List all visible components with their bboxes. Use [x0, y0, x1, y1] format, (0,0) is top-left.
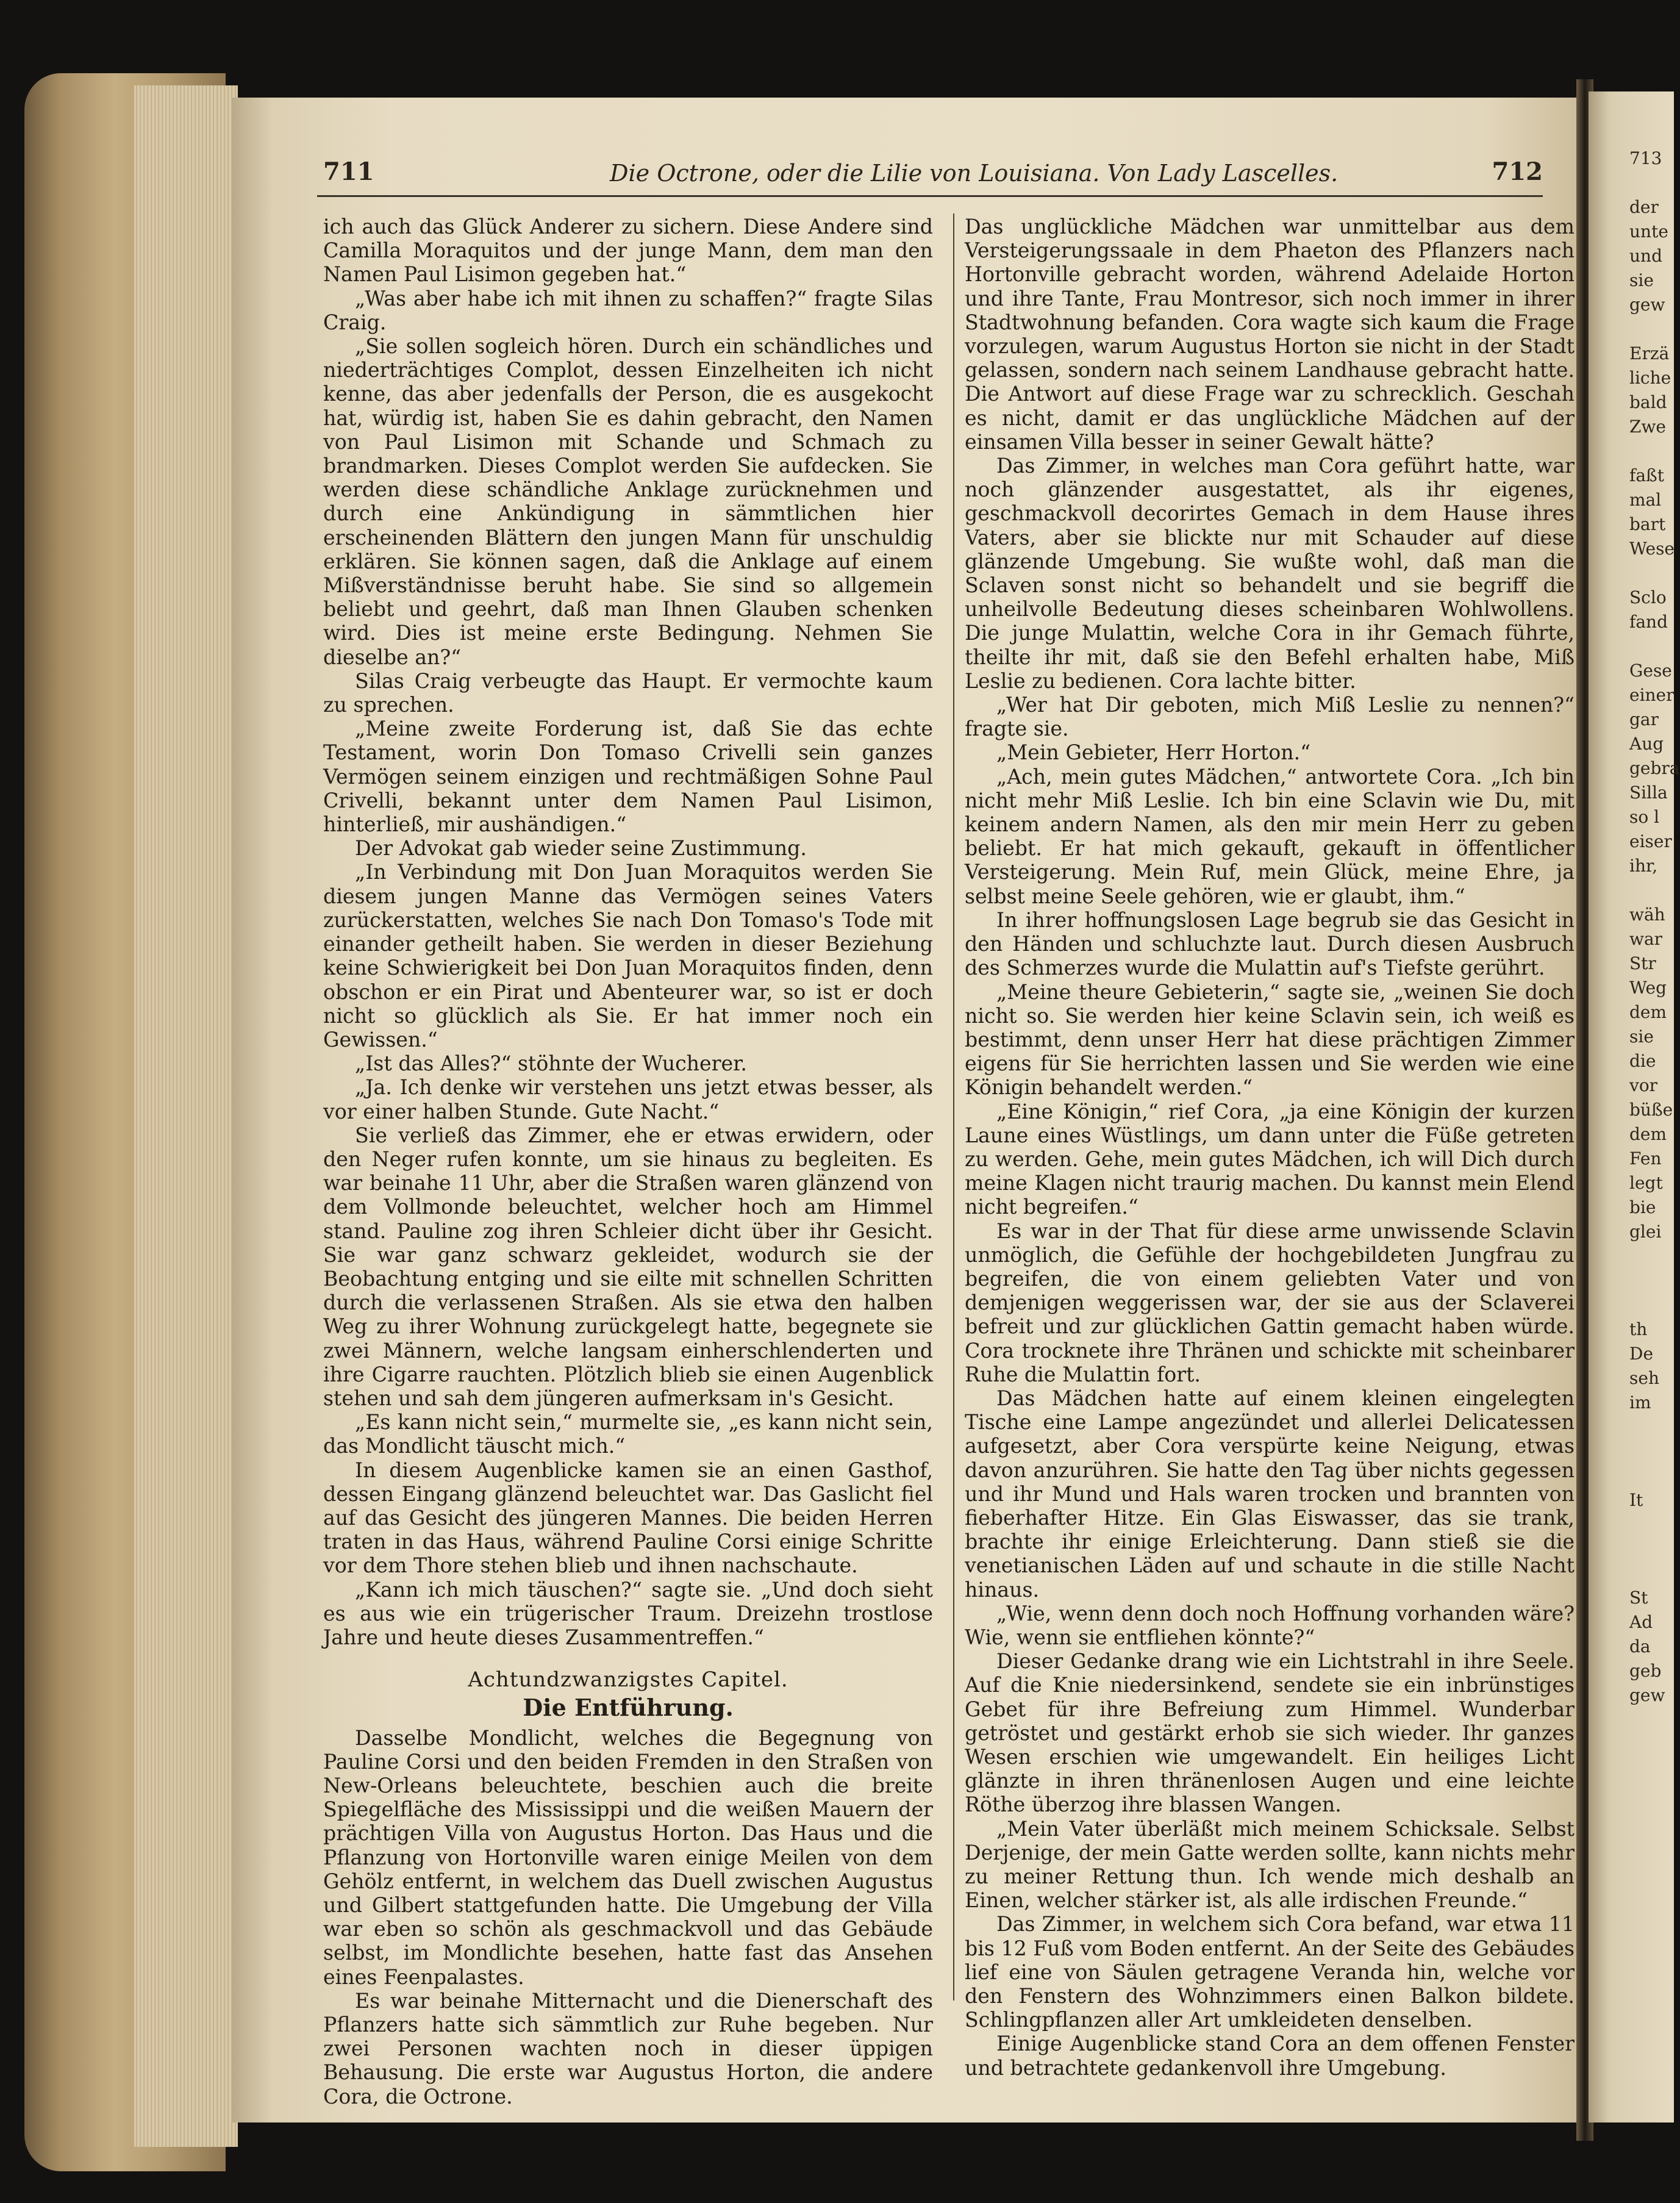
paragraph: „Wie, wenn denn doch noch Hoffnung vorhanden wäre? Wie, wenn sie entfliehen könnte?“ — [965, 1601, 1575, 1649]
header-rule — [317, 195, 1543, 197]
left-text-column — [323, 215, 933, 2108]
paragraph: „Wer hat Dir geboten, mich Miß Leslie zu nennen?“ fragte sie. — [965, 693, 1575, 741]
paragraph: Sie verließ das Zimmer, ehe er etwas erwidern, oder den Neger rufen konnte, um sie hinaus zu begleiten. Es war beinahe 11 Uhr, aber die Straßen waren glänzend von dem Vollmonde beleuchtet, welcher hoch am Himmel stand. Pauline zog ihren Schleier dicht über ihr Gesicht. Sie war ganz schwarz gekleidet, wodurch sie der Beobachtung entging und sie eilte mit schnellen Schritten durch die verlassenen Straßen. Als sie etwa den halben Weg zu ihrer Wohnung zurückgelegt hatte, begegnete sie zwei Männern, welche langsam einherschlenderten und ihre Cigarre rauchten. Plötzlich blieb sie einen Augenblick stehen und sah dem jüngeren aufmerksam in's Gesicht. — [323, 1123, 933, 1410]
column-divider — [953, 213, 954, 2001]
paragraph: Der Advokat gab wieder seine Zustimmung. — [355, 836, 807, 861]
right-paragraphs — [965, 215, 1575, 2080]
paragraph: In ihrer hoffnungslosen Lage begrub sie das Gesicht in den Händen und schluchzte laut. Durch diesen Ausbruch des Schmerzes wurde die Mulattin auf's Tiefste gerührt. — [965, 908, 1575, 980]
paragraph: ich auch das Glück Anderer zu sichern. Diese Andere sind Camilla Moraquitos und der junge Mann, dem man den Namen Paul Lisimon gegeben hat.“ — [323, 215, 933, 287]
paragraph: Das Zimmer, in welchem sich Cora befand, war etwa 11 bis 12 Fuß vom Boden entfernt. An der Seite des Gebäudes lief eine von Säulen getragene Veranda hin, welche vor den Fenstern des Wohnzimmers einen Balkon bildete. Schlingpflanzen aller Art umkleideten denselben. — [965, 1912, 1575, 2032]
paragraph: Das Mädchen hatte auf einem kleinen eingelegten Tische eine Lampe angezündet und allerlei Delicatessen aufgesetzt, aber Cora verspürte keine Neigung, etwas davon anzurühren. Sie hatte den Tag über nichts gegessen und ihr Mund und Hals waren trocken und brannten von fieberhafter Hitze. Ein Glas Eiswasser, das sie trank, brachte ihr einige Erleichterung. Dann stieß sie die venetianischen Läden auf und schaute in die stille Nacht hinaus. — [965, 1386, 1575, 1602]
page-number-left: 711 — [323, 157, 374, 186]
paragraph: Silas Craig verbeugte das Haupt. Er vermochte kaum zu sprechen. — [323, 668, 933, 717]
paragraph: „Ach, mein gutes Mädchen,“ antwortete Cora. „Ich bin nicht mehr Miß Leslie. Ich bin eine Sclavin wie Du, mit keinem andern Namen, als den mir mein Herr zu geben beliebt. Er hat mich gekauft, gekauft in öffentlicher Versteigerung. Mein Ruf, mein Glück, meine Ehre, ja selbst meine Seele gehören, wie er glaubt, ihm.“ — [965, 764, 1575, 908]
running-title: Die Octrone, oder die Lilie von Louisiana. Von Lady Lascelles. — [610, 160, 1339, 187]
left-paragraphs — [323, 215, 933, 1649]
right-page-fragment: 713 der unte und sie gew Erzä liche bald Zwe faßt mal bart Wese Sclo fand Gese einer gar Aug gebra Silla so l eiser ihr, wäh war Str Weg dem sie die vor büße dem Fen legt bie glei th De seh im It St Ad da geb gew — [1629, 148, 1680, 1705]
paragraph: „Meine theure Gebieterin,“ sagte sie, „weinen Sie doch nicht so. Sie werden hier keine Sclavin sein, ich weiß es bestimmt, denn unser Herr hat diese prächtigen Zimmer eigens für Sie herrichten lassen und Sie werden wie eine Königin behandelt werden.“ — [965, 980, 1575, 1100]
page-number-right: 712 — [1492, 157, 1543, 186]
paragraph: „Ist das Alles?“ stöhnte der Wucherer. — [355, 1051, 747, 1076]
paragraph: Es war beinahe Mitternacht und die Dienerschaft des Pflanzers hatte sich sämmtlich zur Ruhe begeben. Nur zwei Personen wachten noch in dieser üppigen Behausung. Die erste war Augustus Horton, die andere Cora, die Octrone. — [323, 1988, 933, 2108]
paragraph: „Es kann nicht sein,“ murmelte sie, „es kann nicht sein, das Mondlicht täuscht mich.“ — [323, 1410, 933, 1458]
paragraph: Das unglückliche Mädchen war unmittelbar aus dem Versteigerungssaale in dem Phaeton des Pflanzers nach Hortonville gebracht worden, während Adelaide Horton und ihre Tante, Frau Montresor, sich noch immer in ihrer Stadtwohnung befanden. Cora wagte sich kaum die Frage vorzulegen, warum Augustus Horton sie nicht in der Stadt gelassen, sondern nach seinem Landhause gebracht hatte. Die Antwort auf diese Frage war zu schrecklich. Geschah es nicht, damit er das unglückliche Mädchen auf der einsamen Villa besser in seiner Gewalt hätte? — [965, 215, 1575, 454]
paragraph: „Sie sollen sogleich hören. Durch ein schändliches und niederträchtiges Complot, dessen Einzelheiten ich nicht kenne, das aber jedenfalls der Person, die es ausgekocht hat, würdig ist, haben Sie es dahin gebracht, den Namen von Paul Lisimon mit Schande und Schmach zu brandmarken. Dieses Complot werden Sie aufdecken. Sie werden diese schändliche Anklage zurücknehmen und durch eine Ankündigung in sämmtlichen hier erscheinenden Blättern den jungen Mann für unschuldig erklären. Sie können sagen, daß die Anklage auf einem Mißverständnisse beruht habe. Sie sind so allgemein beliebt und geehrt, daß man Ihnen Glauben schenken wird. Dies ist meine erste Bedingung. Nehmen Sie dieselbe an?“ — [323, 334, 933, 669]
paragraph: „Kann ich mich täuschen?“ sagte sie. „Und doch sieht es aus wie ein trügerischer Traum. Dreizehn trostlose Jahre und heute dieses Zusammentreffen.“ — [323, 1577, 933, 1649]
paragraph: „In Verbindung mit Don Juan Moraquitos werden Sie diesem jungen Manne das Vermögen seines Vaters zurückerstatten, welches Sie nach Don Tomaso's Tode mit einander getheilt haben. Sie werden in dieser Beziehung keine Schwierigkeit bei Don Juan Moraquitos finden, denn obschon er ein Pirat und Abenteurer war, so ist er doch nicht so glücklich als Sie. Er hat immer noch ein Gewissen.“ — [323, 860, 933, 1051]
paragraph: „Eine Königin,“ rief Cora, „ja eine Königin der kurzen Laune eines Wüstlings, um dann unter die Füße getreten zu werden. Gehe, mein gutes Mädchen, ich will Dich durch meine Klagen nicht traurig machen. Du kannst mein Elend nicht begreifen.“ — [965, 1099, 1575, 1219]
paragraph: Es war in der That für diese arme unwissende Sclavin unmöglich, die Gefühle der hochgebildeten Jungfrau zu begreifen, die von einem geliebten Vater und von demjenigen weggerissen war, der sie aus der Sclaverei befreit und zur glücklichen Gattin gemacht haben würde. Cora trocknete ihre Thränen und schickte mit scheinbarer Ruhe die Mulattin fort. — [965, 1219, 1575, 1386]
paragraph: Dasselbe Mondlicht, welches die Begegnung von Pauline Corsi und den beiden Fremden in den Straßen von New-Orleans beleuchtete, beschien auch die breite Spiegelfläche des Mississippi und die weißen Mauern der prächtigen Villa von Augustus Horton. Das Haus und die Pflanzung von Hortonville waren einige Meilen von dem Gehölz entfernt, in welchem das Duell zwischen Augustus und Gilbert stattgefunden hatte. Die Umgebung der Villa war eben so schön als geschmackvoll und das Gebäude selbst, im Mondlichte besehen, hatte fast das Ansehen eines Feenpalastes. — [323, 1725, 933, 1989]
left-chapter-paragraphs — [323, 1726, 933, 2108]
page-header — [323, 157, 1543, 194]
right-text-column — [965, 215, 1575, 2080]
paragraph: „Ja. Ich denke wir verstehen uns jetzt etwas besser, als vor einer halben Stunde. Gute Nacht.“ — [323, 1075, 933, 1123]
page-stack — [134, 85, 238, 2147]
paragraph: Das Zimmer, in welches man Cora geführt hatte, war noch glänzender ausgestattet, als ihr eigenes, geschmackvoll decorirtes Gemach in dem Hause ihres Vaters, aber sie blickte nur mit Schauder auf diese glänzende Umgebung. Sie wußte wohl, daß man die Sclaven sonst nicht so behandelt und sie begriff die unheilvolle Bedeutung dieses scheinbaren Wohlwollens. Die junge Mulattin, welche Cora in ihr Gemach führte, theilte ihr mit, daß sie den Befehl erhalten habe, Miß Leslie zu bedienen. Cora lachte bitter. — [965, 454, 1575, 693]
paragraph: „Mein Gebieter, Herr Horton.“ — [996, 740, 1311, 765]
paragraph: Einige Augenblicke stand Cora an dem offenen Fenster und betrachtete gedankenvoll ihre Umgebung. — [965, 2032, 1575, 2080]
chapter-title: Die Entführung. — [523, 1694, 734, 1722]
paragraph: „Was aber habe ich mit ihnen zu schaffen?“ fragte Silas Craig. — [323, 286, 933, 334]
paragraph: „Mein Vater überläßt mich meinem Schicksale. Selbst Derjenige, der mein Gatte werden sollte, kann nichts mehr zu meiner Rettung thun. Ich wende mich deshalb an Einen, welcher stärker ist, als alle irdischen Freunde.“ — [965, 1816, 1575, 1913]
paragraph: Dieser Gedanke drang wie ein Lichtstrahl in ihre Seele. Auf die Knie niedersinkend, sendete sie ein inbrünstiges Gebet für ihre Befreiung zum Himmel. Wunderbar getröstet und gestärkt erhob sie sich wieder. Ihr ganzes Wesen erschien wie umgewandelt. Ein heiliges Licht glänzte in ihren thränenlosen Augen und eine leichte Röthe überzog ihre blassen Wangen. — [965, 1649, 1575, 1817]
paragraph: In diesem Augenblicke kamen sie an einen Gasthof, dessen Eingang glänzend beleuchtet war. Das Gaslicht fiel auf das Gesicht des jüngeren Mannes. Die beiden Herren traten in das Haus, während Pauline Corsi einige Schritte vor dem Thore stehen blieb und ihnen nachschaute. — [323, 1458, 933, 1578]
chapter-number: Achtundzwanzigstes Capitel. — [468, 1667, 788, 1693]
paragraph: „Meine zweite Forderung ist, daß Sie das echte Testament, worin Don Tomaso Crivelli sein ganzes Vermögen seinem einzigen und rechtmäßigen Sohne Paul Crivelli, bekannt unter dem Namen Paul Lisimon, hinterließ, mir aushändigen.“ — [323, 717, 933, 837]
